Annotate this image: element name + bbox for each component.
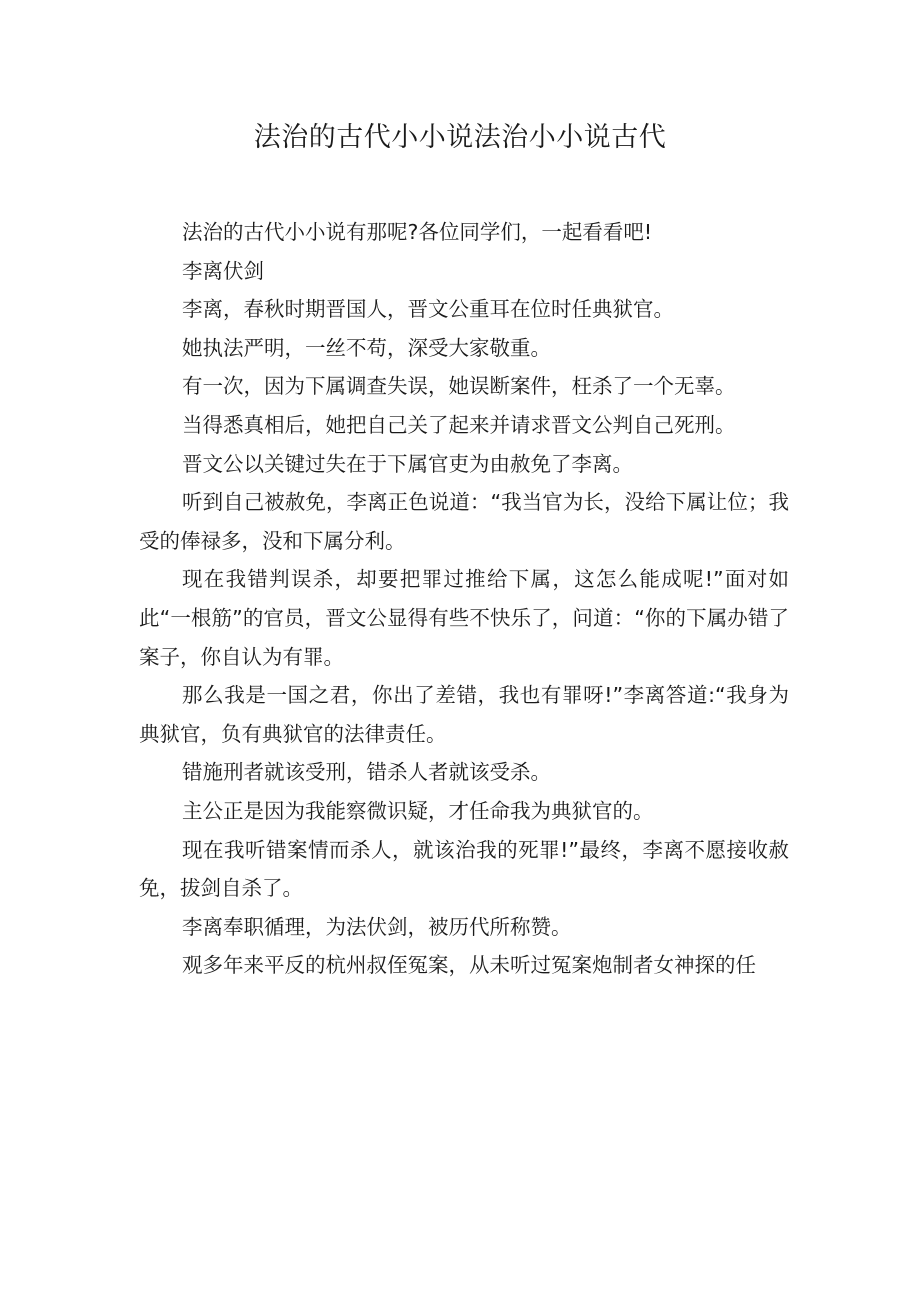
paragraph: 听到自己被赦免，李离正色说道：“我当官为长，没给下属让位；我受的俸禄多，没和下属分利。: [139, 490, 789, 553]
paragraph-intro: 法治的古代小小说有那呢?各位同学们，一起看看吧!: [182, 220, 653, 244]
paragraph: 现在我错判误杀，却要把罪过推给下属，这怎么能成呢!”面对如此“一根筋”的官员，晋文公显得有些不快乐了，问道：“你的下属办错了案子，你自认为有罪。: [139, 567, 789, 669]
paragraph: 错施刑者就该受刑，错杀人者就该受杀。: [182, 760, 551, 785]
paragraph: 现在我听错案情而杀人，就该治我的死罪!”最终，李离不愿接收赦免，拔剑自杀了。: [139, 837, 789, 901]
paragraph: 她执法严明，一丝不苟，深受大家敬重。: [182, 335, 551, 360]
paragraph: 李离，春秋时期晋国人，晋文公重耳在位时任典狱官。: [182, 297, 674, 322]
paragraph-heading: 李离伏剑: [182, 258, 264, 283]
paragraph: 观多年来平反的杭州叔侄冤案，从未听过冤案炮制者女神探的任: [182, 953, 756, 978]
paragraph: 李离奉职循理，为法伏剑，被历代所称赞。: [182, 914, 572, 939]
paragraph: 有一次，因为下属调查失误，她误断案件，枉杀了一个无辜。: [182, 374, 736, 399]
paragraph: 当得悉真相后，她把自己关了起来并请求晋文公判自己死刑。: [182, 412, 736, 437]
document-body: [139, 213, 789, 985]
document-title: 法治的古代小小说法治小小说古代: [253, 122, 667, 153]
paragraph: 那么我是一国之君，你出了差错，我也有罪呀!”李离答道:“我身为典狱官，负有典狱官的法律责任。: [139, 683, 789, 746]
paragraph: 晋文公以关键过失在于下属官吏为由赦免了李离。: [182, 451, 633, 476]
paragraph: 主公正是因为我能察微识疑，才任命我为典狱官的。: [182, 798, 654, 823]
